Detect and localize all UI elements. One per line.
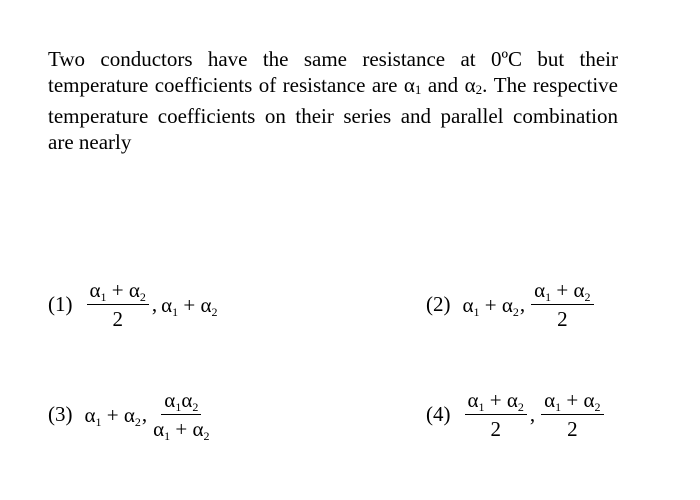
fraction-numerator: $\alpha_1 + \alpha_2$: [541, 388, 603, 415]
option-2[interactable]: (2) $\alpha_1 + \alpha_2$ , $\frac{\alpha_1 + \alpha_2}{2}$: [426, 278, 596, 331]
option-1-label: (1): [48, 292, 73, 316]
fraction-denominator: $\alpha_1 + \alpha_2$: [153, 417, 210, 443]
option-4-fraction-2: [541, 388, 603, 441]
option-3-fraction: [153, 388, 209, 441]
option-4-fraction-1: [465, 388, 527, 441]
fraction-denominator: 2: [567, 417, 578, 441]
fraction-numerator: $\alpha_1 + \alpha_2$: [465, 388, 527, 415]
option-3[interactable]: (3) $\alpha_1 + \alpha_2$ , $\frac{\alpha_1\alpha_2}{\alpha_1 + \alpha_2}$: [48, 388, 210, 443]
fraction-denominator: 2: [490, 417, 501, 441]
option-1-fraction: [87, 278, 149, 331]
option-3-expression: $\alpha_1 + \alpha_2$: [84, 402, 141, 429]
option-2-label: (2): [426, 292, 451, 316]
option-2-expression: $\alpha_1 + \alpha_2$: [462, 292, 519, 319]
option-1[interactable]: (1) $\frac{\alpha_1 + \alpha_2}{2}$ , $\alpha_1 + \alpha_2$: [48, 278, 218, 331]
fraction-numerator: $\alpha_1 + \alpha_2$: [87, 278, 149, 305]
option-4[interactable]: (4) $\frac{\alpha_1 + \alpha_2}{2}$ , $\frac{\alpha_1 + \alpha_2}{2}$: [426, 388, 606, 441]
fraction-denominator: 2: [557, 307, 568, 331]
question-text: Two conductors have the same resistance at 0ºC but their temperature coefficients of resistance are α1 and α2. The respective temperature coefficients on their series and parallel combination are nearly: [48, 47, 618, 154]
option-1-expression: $\alpha_1 + \alpha_2$: [161, 292, 218, 319]
fraction-numerator: $\alpha_1\alpha_2$: [161, 388, 201, 415]
fraction-numerator: $\alpha_1 + \alpha_2$: [531, 278, 593, 305]
fraction-denominator: 2: [112, 307, 123, 331]
option-3-label: (3): [48, 402, 73, 426]
option-4-label: (4): [426, 402, 451, 426]
option-2-fraction: [531, 278, 593, 331]
